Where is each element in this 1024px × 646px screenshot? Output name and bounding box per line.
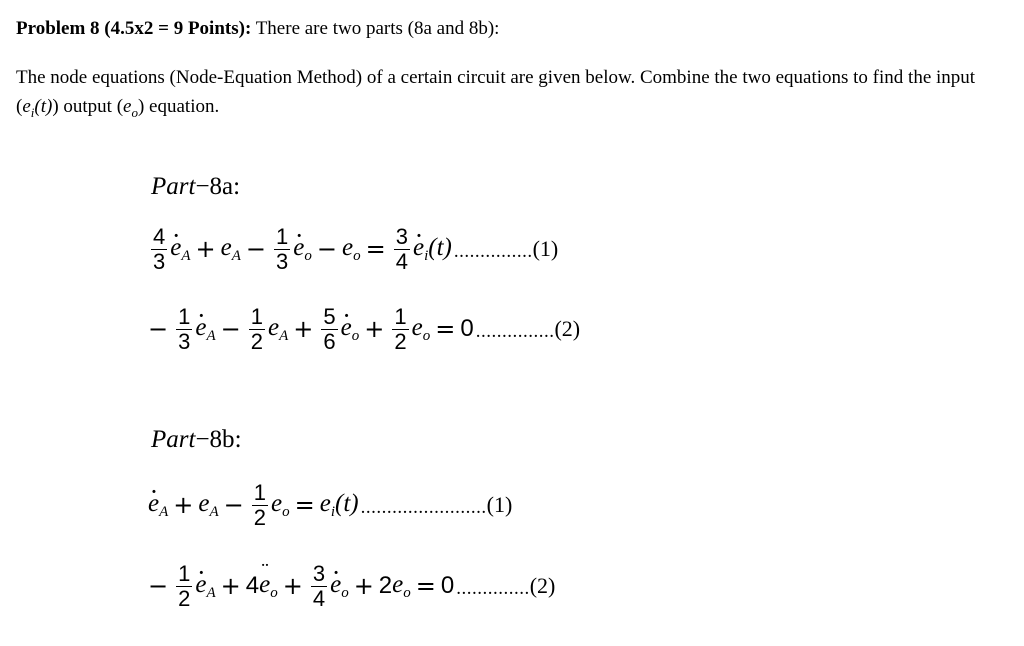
var-eA: $e_A$ [220,233,241,264]
fraction: $\frac{3}{4}$ [312,560,326,611]
fraction: $\frac{4}{3}$ [153,223,166,274]
part-8b-colon: : [234,426,242,453]
part-8a-equation-1: $\frac{4}{3}$ · $e_A$ + $e_A$ − $\frac{1}{3}$ · $e_o$ − $e_o$ = $\frac{3}{4}$ · $e_i(t)$ ............... (1) [148,218,558,280]
leader-dots: ........................ [360,497,487,518]
fraction: $\frac{1}{2}$ [250,303,263,354]
output-var: e [123,96,132,117]
input-var: e [22,96,31,117]
var-eo: $e_o$ [342,233,361,264]
equation-tag: (2) [529,573,556,598]
part-8a-label [151,172,240,202]
fraction: $\frac{1}{3}$ [178,303,191,354]
equation-tag: (1) [486,492,513,517]
intro-text-1: The node equations (Node-Equation Method) of a certain circuit are given below. Combine the two equations to find the input ( [16,67,976,117]
fraction: $\frac{5}{6}$ [323,303,336,354]
fraction: $\frac{1}{2}$ [178,560,191,611]
problem-title-bold: Problem 8 (4.5x2 = 9 Points): [16,18,252,39]
var-eo: $e_o$ [392,570,411,601]
var-eo-dot: · $e_o$ [330,571,349,602]
var-eo-dot: · $e_o$ [293,234,312,265]
problem-title [16,17,499,41]
coef-two: 2 [378,572,393,599]
fraction: $\frac{1}{3}$ [276,223,289,274]
part-8b-label [151,425,242,455]
part-8a-word: Part [151,173,196,200]
leader-dots: ............... [475,321,555,342]
var-ei-dot: · $e_i(t)$ [413,234,452,265]
var-eA-dot: · $e_A$ [148,490,168,521]
var-eo: $e_o$ [271,489,290,520]
rhs-zero: 0 [460,315,474,342]
var-eA-dot: · $e_A$ [195,314,215,345]
leader-dots: .............. [456,578,530,599]
problem-title-rest: There are two parts (8a and 8b): [251,18,500,39]
leader-dots: ............... [453,241,533,262]
problem-description [16,63,1011,127]
part-8a-equation-2: − $\frac{1}{3}$ · $e_A$ − $\frac{1}{2}$ $e_A$ + $\frac{5}{6}$ · $e_o$ + $\frac{1}{2}$ $e_o$ = 0 ............... (2) [148,298,580,360]
coef-four: 4 [245,572,260,599]
equation-tag: (1) [532,236,559,261]
output-sub: o [131,104,138,120]
var-ei: $e_i(t)$ [319,489,359,520]
part-8b-word: Part [151,426,196,453]
var-eA: $e_A$ [268,313,289,344]
var-eo: $e_o$ [411,313,431,344]
part-8b-num: −8b [195,426,235,453]
fraction: $\frac{1}{2}$ [253,479,267,530]
input-arg: (t) [34,96,53,117]
fraction: $\frac{1}{2}$ [394,303,407,354]
part-8a-colon: : [233,173,241,200]
input-sub: i [30,104,35,120]
part-8b-equation-2: − $\frac{1}{2}$ · $e_A$ + 4 ¨ $e_o$ + $\frac{3}{4}$ · $e_o$ + 2 $e_o$ = 0 .............. (2) [148,555,555,617]
rhs-zero: 0 [440,572,455,599]
part-8b-equation-1: · $e_A$ + $e_A$ − $\frac{1}{2}$ $e_o$ = $e_i(t)$ ........................ (1) [148,474,512,536]
var-eA-dot: · $e_A$ [170,234,190,265]
intro-text-2: ) output ( [52,96,124,117]
intro-text-3: ) equation. [137,96,220,117]
fraction: $\frac{3}{4}$ [395,223,408,274]
var-eo-ddot: ¨ $e_o$ [259,571,278,602]
part-8a-num: −8a [195,173,234,200]
var-eo-dot: · $e_o$ [341,314,360,345]
equation-tag: (2) [554,316,581,341]
var-eA: $e_A$ [198,489,219,520]
var-eA-dot: · $e_A$ [195,571,215,602]
